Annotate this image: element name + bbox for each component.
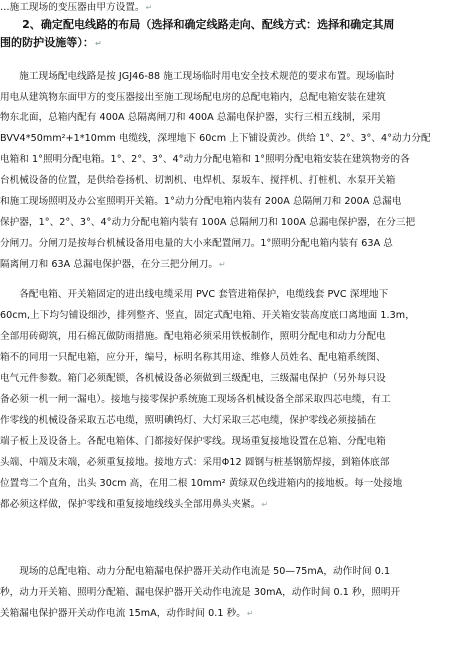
line-text: 60cm,上下均匀铺设细沙，排列整齐、竖直，固定式配电箱、开关箱安装高度底口离地面 1.3m， [0,310,415,321]
line-text: 头端、中端及末端，必须重复接地。接地方式：采用Φ12 圆钢与桩基钢筋焊接，到箱体底部 [0,457,390,468]
document-line [0,259,226,271]
line-text: 关箱漏电保护器开关动作电流 15mA，动作时间 0.1 秒。 [0,608,246,619]
paragraph-mark-icon: ↵ [219,260,226,269]
document-line [0,289,388,301]
document-line [0,478,402,490]
document-line [0,36,102,51]
line-text: 2、确定配电线路的布局（选择和确定线路走向、配线方式：选择和确定其周 [0,18,395,31]
line-text: 端子板上及设备上。各配电箱体、门都接好保护零线。现场重复接地设置在总箱、分配电箱 [0,436,386,447]
line-text: 各配电箱、开关箱固定的进出线电缆采用 PVC 套管进箱保护，电缆线套 PVC 深埋地下 [0,289,389,300]
document-line [0,71,395,83]
line-text: 用电从建筑物东面甲方的变压器接出至施工现场配电房的总配电箱内，总配电箱安装在建筑 [0,92,386,103]
line-text: 秒，动力开关箱、照明分配箱、漏电保护器开关动作电流是 30mA，动作时间 0.1 秒，照明开 [0,587,401,598]
line-text: 隔离闸刀和 63A 总漏电保护器，在分三把分闸刀。 [0,259,218,270]
paragraph-mark-icon: ↵ [261,500,269,509]
document-line [0,608,254,620]
document-line [0,154,410,166]
document-line [0,352,386,364]
line-text: 全部用砖砌筑，用石棉瓦做防雨措施。配电箱必须采用铁板制作，照明分配电和动力分配电 [0,331,386,342]
document-line [0,238,393,250]
document-line [0,566,390,578]
document-line [0,415,376,427]
line-text: 围的防护设施等）： [0,36,94,49]
document-line [0,196,401,208]
line-text: 都必须这样做，保护零线和重复接地线线头全部用鼻头夹紧。 [0,499,261,510]
document-line [0,310,415,322]
document-line [0,133,431,145]
line-text: 台机械设备的位置，是供给卷扬机、切割机、电焊机、泵坂车、搅拌机、打桩机、水泵开关箱 [0,175,396,186]
line-text: 物东北面，总箱内配有 400A 总隔离闸刀和 400A 总漏电保护器，实行三相五线制，采用 [0,112,381,123]
line-text: 现场的总配电箱、动力分配电箱漏电保护器开关动作电流是 50—75mA，动作时间 0.1 [0,566,391,577]
document-line [0,457,389,469]
document-line [0,175,395,187]
document-line [0,394,391,406]
document-line [0,2,152,14]
line-text: 保护器，1°、2°、3°、4°动力分配电箱内装有 100A 总隔闸刀和 100A 总漏电保护器，在分三把 [0,217,416,228]
document-line [0,587,400,599]
line-text: 施工现场配电线路是按 JGJ46-88 施工现场临时用电安全技术规范的要求布置。现场临时 [0,71,395,82]
document-line [0,373,386,385]
paragraph-mark-icon: ↵ [145,3,153,12]
document-line [0,112,381,124]
document-line [0,92,386,104]
line-text: 箱不的同用一只配电箱，应分开，编号，标明名称其用途、维修人员姓名、配电箱系统图、 [0,352,386,363]
document-line [0,217,415,229]
line-text: 位置弯二个直角，出头 30cm 高，在用二根 10mm² 黄绿双色线进箱内的接地板。每一处接地 [0,478,403,489]
line-text: 备必须一机一闸一漏电）。接地与接零保护系统施工现场各机械设备全部采取四芯电缆，有工 [0,394,391,405]
document-line [0,499,268,511]
line-text: …施工现场的变压器由甲方设置。 [0,2,145,13]
paragraph-mark-icon: ↵ [94,39,102,48]
line-text: 分闸刀。分闸刀是按每台机械设备用电量的大小来配置闸刀。1°照明分配电箱内装有 63A 总 [0,238,393,249]
line-text: 电箱和 1°照明分配电箱。1°、2°、3°、4°动力分配电箱和 1°照明分配电箱安装在建筑物旁的各 [0,154,410,165]
paragraph-mark-icon: ↵ [246,609,254,618]
document-line [0,436,386,448]
line-text: 电气元件参数。箱门必须配锁，各机械设备必须做到三级配电，三级漏电保护（另外每只设 [0,373,386,384]
line-text: 作零线的机械设备采取五芯电缆，照明碘钨灯、大灯采取三芯电缆，保护零线必须接插在 [0,415,377,426]
document-line [0,18,394,32]
line-text: 和施工现场照明及办公室照明开关箱。1°动力分配电箱内装有 200A 总隔闸刀和 200A 总漏电 [0,196,402,207]
document-line [0,331,386,343]
line-text: BVV4*50mm²+1*10mm 电缆线，深埋地下 60cm 上下铺设黄沙。供给 1°、2°、3°、4°动力分配 [0,133,431,144]
